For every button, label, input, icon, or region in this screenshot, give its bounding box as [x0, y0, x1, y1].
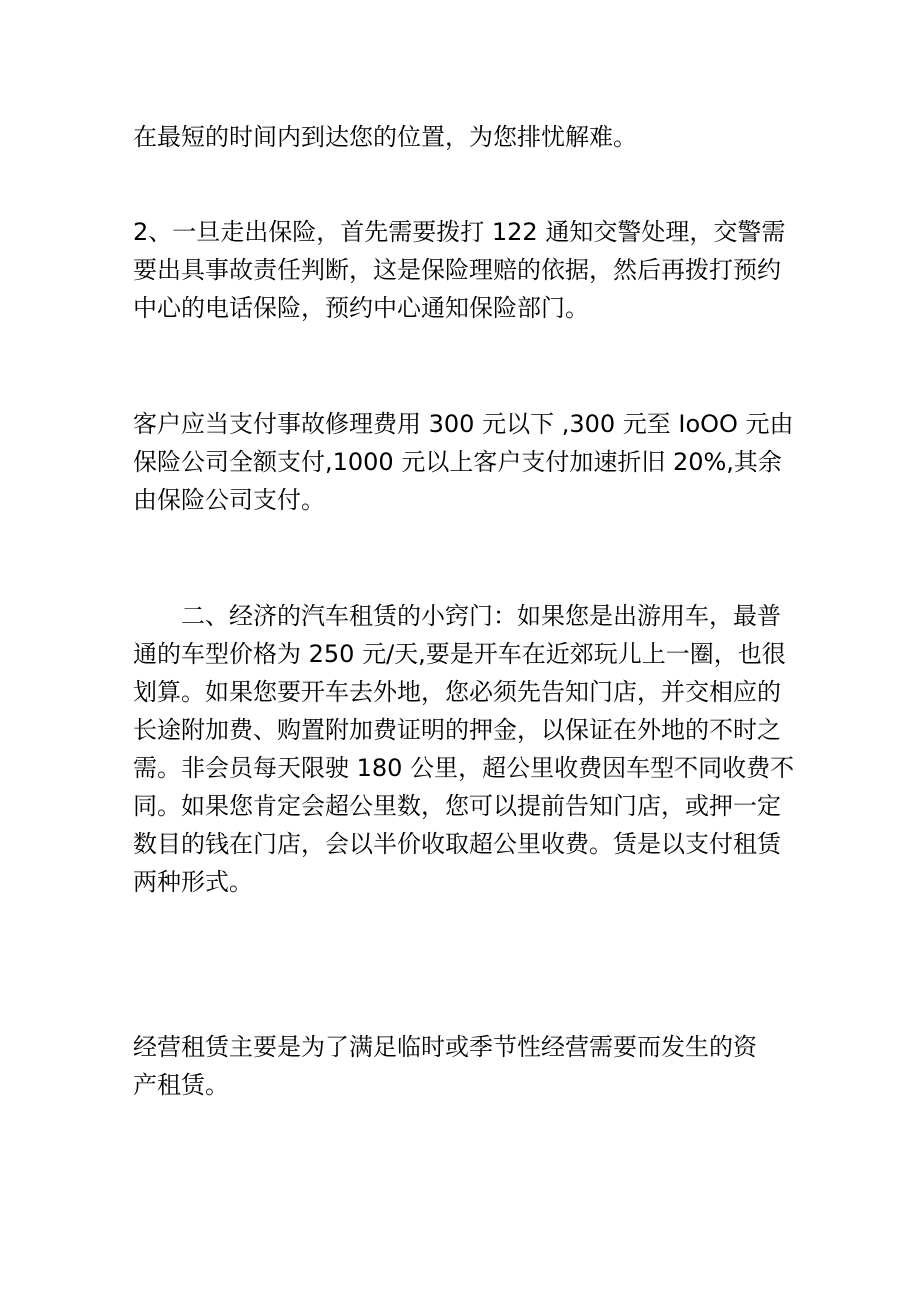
text-line: 在最短的时间内到达您的位置，为您排忧解难。: [133, 123, 637, 151]
paragraph-1: [133, 118, 799, 156]
text-line: 客户应当支付事故修理费用 300 元以下 ,300 元至 IoOO 元由: [133, 410, 794, 438]
text-line: 长途附加费、购置附加费证明的押金，以保证在外地的不时之: [133, 716, 781, 744]
text-line: 由保险公司支付。: [133, 486, 325, 514]
text-line: 中心的电话保险，预约中心通知保险部门。: [133, 294, 589, 322]
paragraph-5: [133, 1028, 799, 1104]
paragraph-2: [133, 213, 799, 327]
text-line: 需。非会员每天限驶 180 公里，超公里收费因车型不同收费不: [133, 754, 795, 782]
text-line: 同。如果您肯定会超公里数，您可以提前告知门店，或押一定: [133, 792, 781, 820]
text-line: 数目的钱在门店，会以半价收取超公里收费。赁是以支付租赁: [133, 830, 781, 858]
paragraph-4: [133, 597, 799, 901]
text-line: 2、一旦走出保险，首先需要拨打 122 通知交警处理，交警需: [133, 218, 786, 246]
text-line: 通的车型价格为 250 元/天,要是开车在近郊玩儿上一圈，也很: [133, 640, 786, 668]
paragraph-3: [133, 405, 799, 519]
text-line: 产租赁。: [133, 1071, 229, 1099]
text-line: 保险公司全额支付,1000 元以上客户支付加速折旧 20%,其余: [133, 448, 782, 476]
text-line: 二、经济的汽车租赁的小窍门：如果您是出游用车，最普: [181, 602, 781, 630]
text-line: 两种形式。: [133, 868, 253, 896]
text-line: 划算。如果您要开车去外地，您必须先告知门店，并交相应的: [133, 678, 781, 706]
text-line: 经营租赁主要是为了满足临时或季节性经营需要而发生的资: [133, 1033, 757, 1061]
text-line: 要出具事故责任判断，这是保险理赔的依据，然后再拨打预约: [133, 256, 781, 284]
